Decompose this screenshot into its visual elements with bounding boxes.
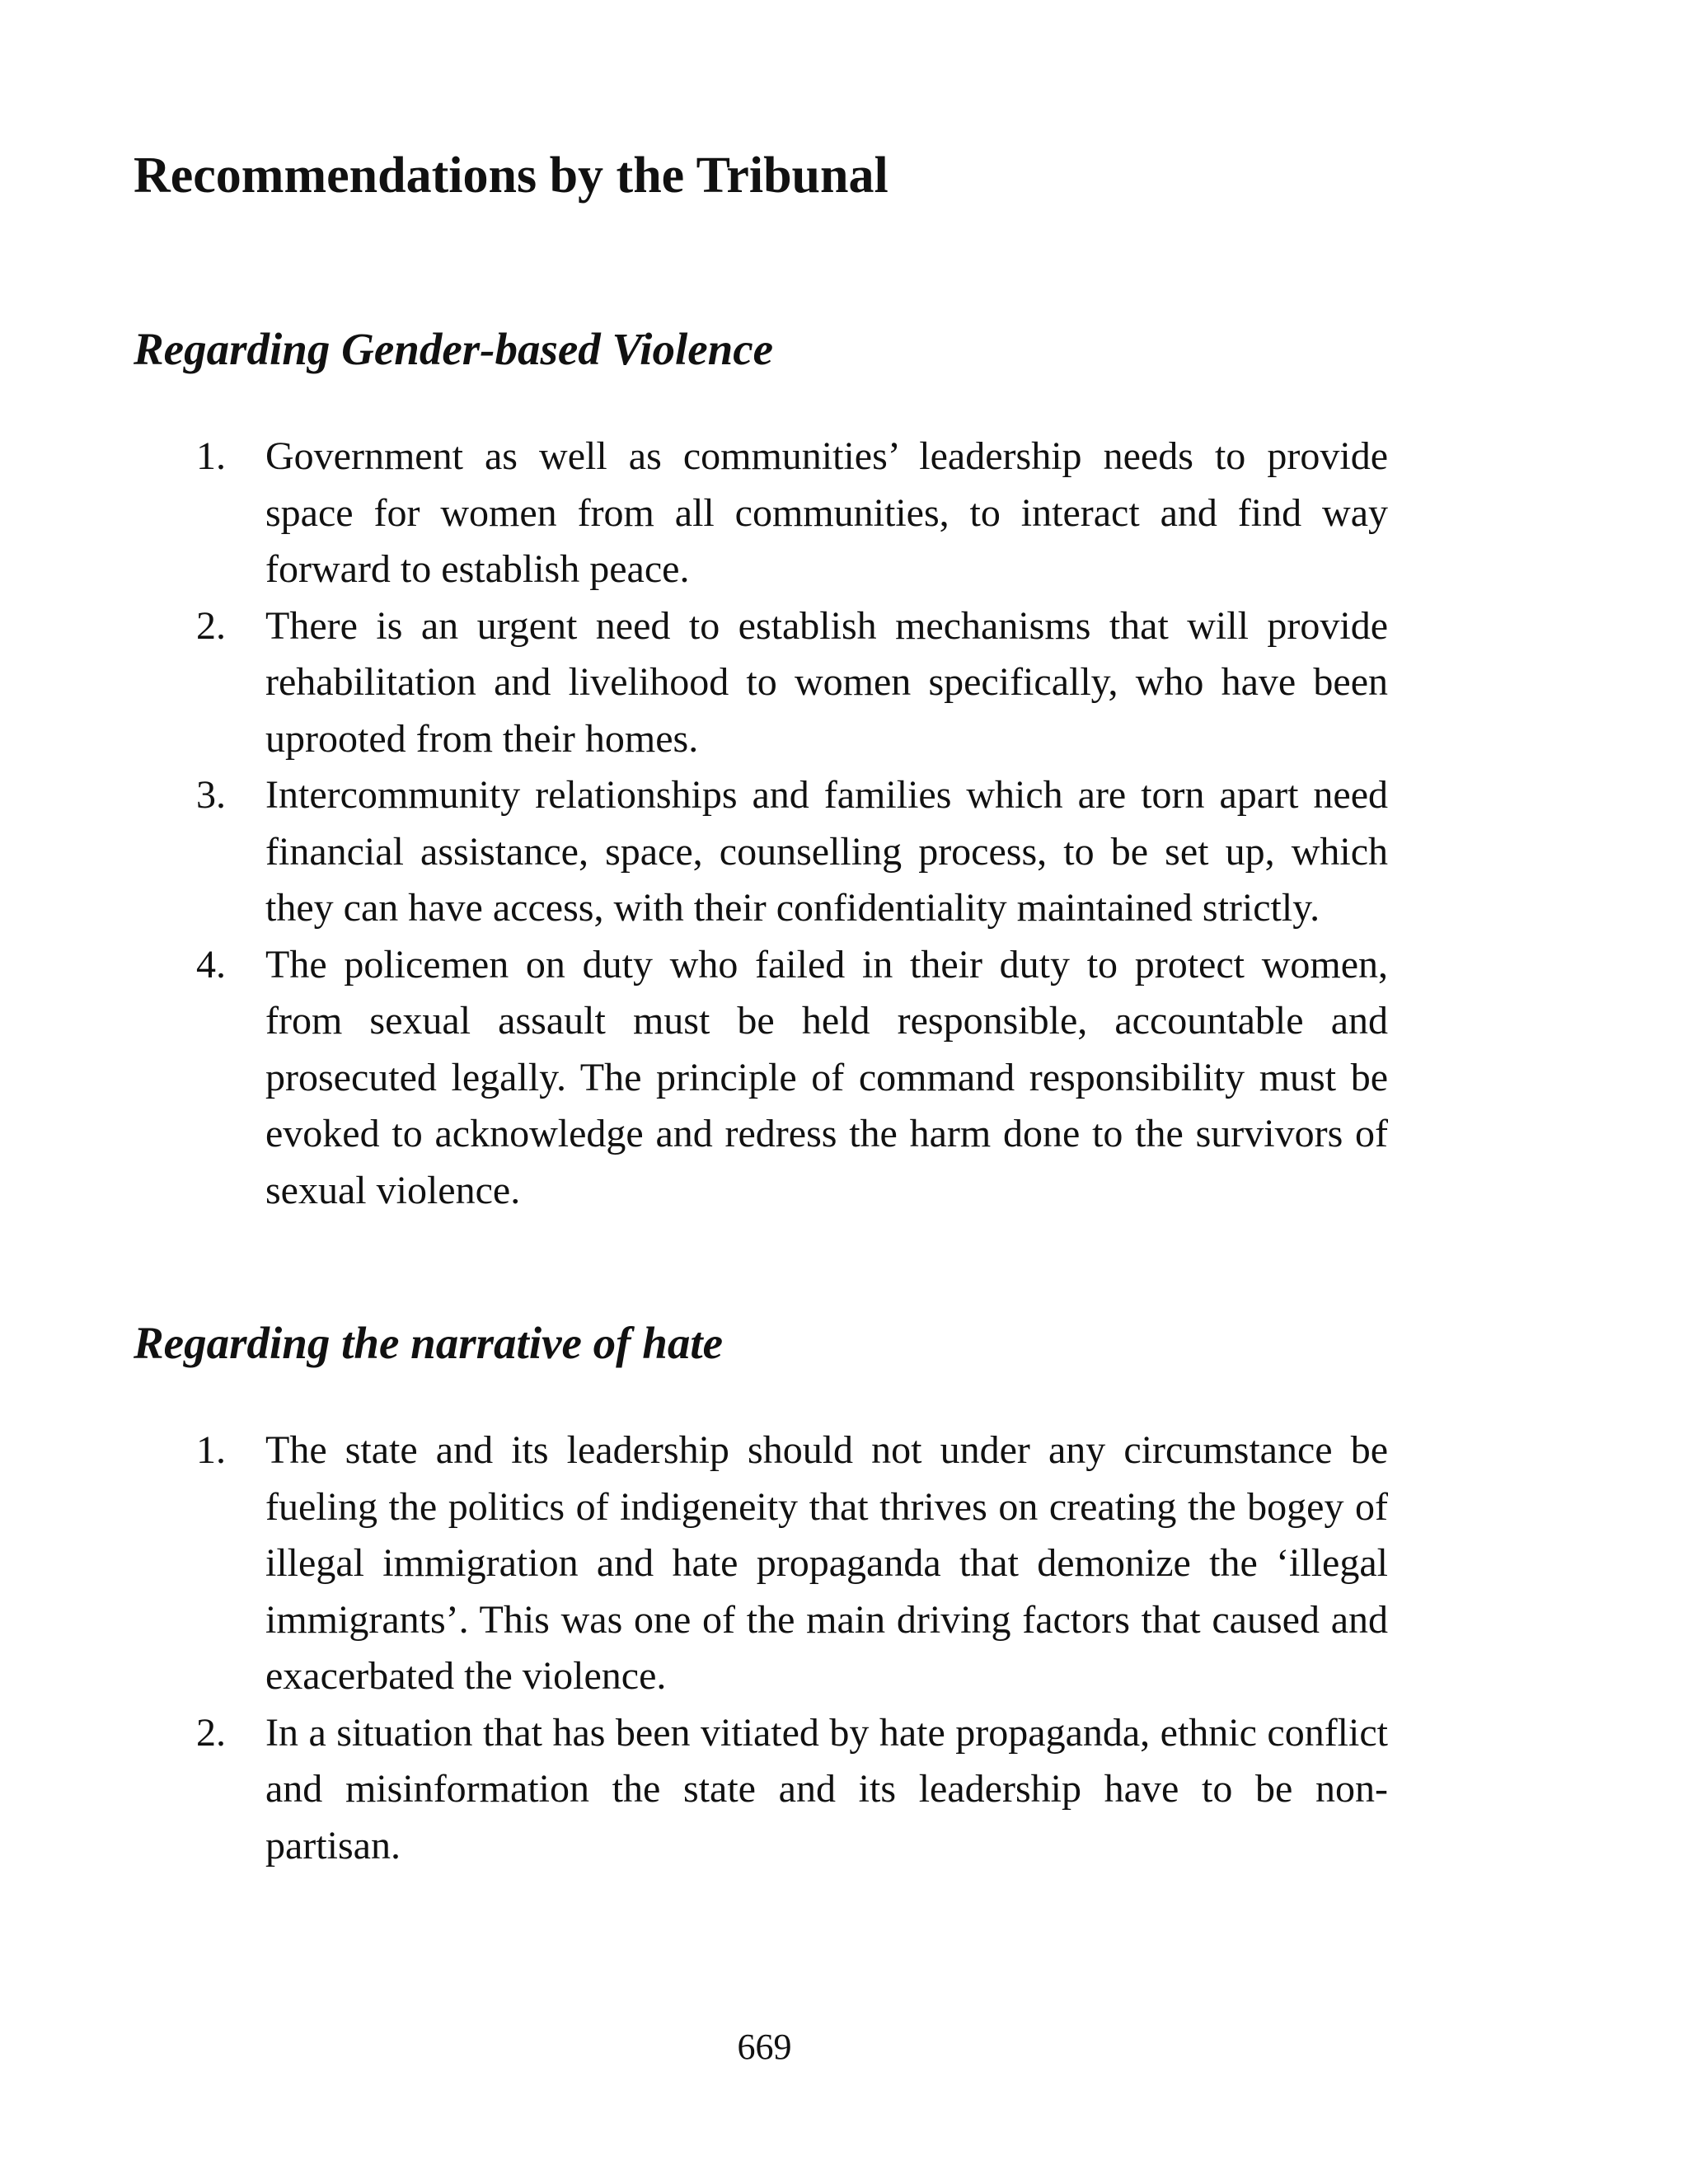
- list-item-number: 3.: [196, 773, 226, 817]
- list-item: [0, 1705, 1688, 1875]
- list-item-text: Intercommunity relationships and families which are torn apart need financial assistance, space, counselling process, to be set up, which they can have access, with their confidentiality maintained strictly.: [265, 773, 1388, 930]
- list-item: [0, 767, 1688, 937]
- list-item: [0, 429, 1688, 598]
- list-item-text: Government as well as communities’ leadership needs to provide space for women from all communities, to interact and find way forward to establish peace.: [265, 434, 1388, 591]
- section-heading-narrative-of-hate: Regarding the narrative of hate: [134, 1318, 724, 1368]
- list-item-number: 1.: [196, 434, 226, 478]
- list-item: [0, 937, 1688, 1220]
- list-item-text: The state and its leadership should not under any circumstance be fueling the politics of indigeneity that thrives on creating the bogey of illegal immigration and hate propaganda that demonize the ‘illegal immigrants’. This was one of the main driving factors that caused and exacerbated the violence.: [265, 1428, 1388, 1698]
- list-item-number: 2.: [196, 1710, 226, 1755]
- list-item-number: 4.: [196, 942, 226, 987]
- list-item: [0, 598, 1688, 768]
- narrative-of-hate-recommendations-list: [0, 1422, 1688, 1874]
- page-number: 669: [737, 2027, 792, 2067]
- list-item-text: The policemen on duty who failed in their duty to protect women, from sexual assault must be held responsible, accountable and prosecuted legally. The principle of command responsibility must be evoked to acknowledge and redress the harm done to the survivors of sexual violence.: [265, 942, 1388, 1212]
- list-item-number: 2.: [196, 603, 226, 648]
- section-heading-gender-based-violence: Regarding Gender-based Violence: [134, 324, 774, 374]
- list-item: [0, 1422, 1688, 1705]
- list-item-text: There is an urgent need to establish mechanisms that will provide rehabilitation and livelihood to women specifically, who have been uprooted from their homes.: [265, 603, 1388, 761]
- gender-based-violence-recommendations-list: [0, 429, 1688, 1219]
- page-title: Recommendations by the Tribunal: [134, 148, 889, 204]
- list-item-text: In a situation that has been vitiated by hate propaganda, ethnic conflict and misinformation the state and its leadership have to be non-partisan.: [265, 1710, 1388, 1868]
- list-item-number: 1.: [196, 1428, 226, 1472]
